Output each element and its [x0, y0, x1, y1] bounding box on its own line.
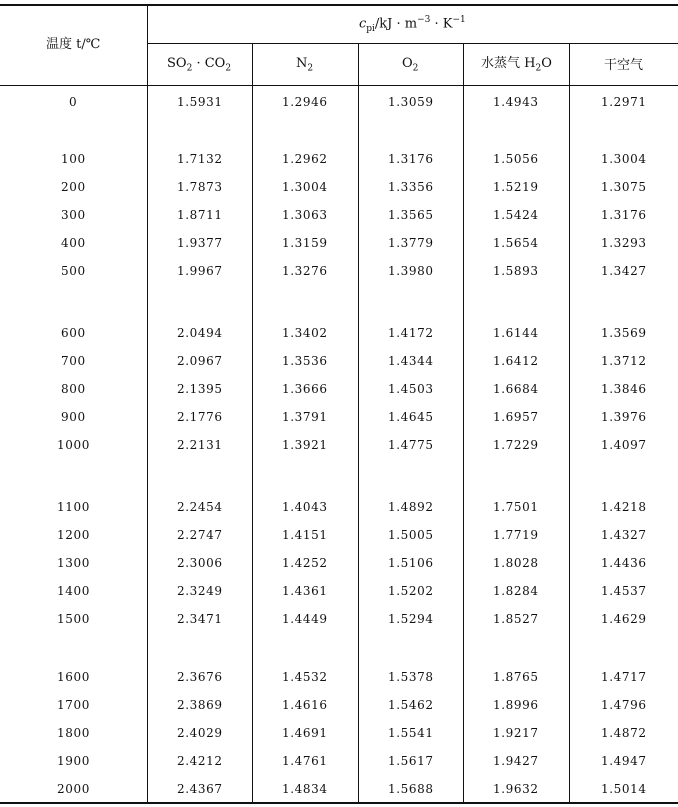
value-cell: 1.2946: [282, 95, 328, 109]
value-cell: 2.3006: [177, 556, 223, 570]
value-cell: 1.6684: [493, 382, 539, 396]
value-cell: 1.4151: [282, 528, 328, 542]
value-cell: 1.4218: [601, 500, 647, 514]
value-cell: 1.7229: [493, 438, 539, 452]
col-divider-4: [463, 44, 464, 803]
value-cell: 1.4834: [282, 782, 328, 796]
value-cell: 1.3712: [601, 354, 647, 368]
value-cell: 1.7873: [177, 180, 223, 194]
value-cell: 1.5106: [388, 556, 434, 570]
temperature-cell: 1400: [57, 584, 90, 598]
value-cell: 1.3976: [601, 410, 647, 424]
value-cell: 1.4947: [601, 754, 647, 768]
value-cell: 1.4761: [282, 754, 328, 768]
value-cell: 1.3063: [282, 208, 328, 222]
value-cell: 1.5931: [177, 95, 223, 109]
value-cell: 1.5005: [388, 528, 434, 542]
value-cell: 1.4532: [282, 670, 328, 684]
temperature-cell: 500: [61, 264, 86, 278]
value-cell: 1.5424: [493, 208, 539, 222]
value-cell: 1.4892: [388, 500, 434, 514]
value-cell: 1.4796: [601, 698, 647, 712]
value-cell: 1.8527: [493, 612, 539, 626]
value-cell: 1.4943: [493, 95, 539, 109]
value-cell: 2.4367: [177, 782, 223, 796]
value-cell: 1.7719: [493, 528, 539, 542]
col-divider-5: [569, 44, 570, 803]
value-cell: 1.4097: [601, 438, 647, 452]
header-bottom-rule: [0, 85, 678, 86]
temperature-cell: 1300: [57, 556, 90, 570]
value-cell: 1.3565: [388, 208, 434, 222]
value-cell: 1.4361: [282, 584, 328, 598]
value-cell: 1.4449: [282, 612, 328, 626]
value-cell: 1.3176: [601, 208, 647, 222]
col-divider-1: [147, 5, 148, 803]
value-cell: 1.5219: [493, 180, 539, 194]
so2-co2-header: $SO_2 \cdot CO_2$: [167, 56, 232, 74]
dry-air-header: 干空气: [604, 58, 644, 73]
temperature-cell: 900: [61, 410, 86, 424]
temperature-cell: 800: [61, 382, 86, 396]
value-cell: 1.3791: [282, 410, 328, 424]
value-cell: 1.3536: [282, 354, 328, 368]
water-vapor-header: 水蒸气 $H_2O$: [481, 56, 552, 74]
temperature-cell: 1100: [57, 500, 90, 514]
temperature-cell: 1800: [57, 726, 90, 740]
value-cell: 1.5378: [388, 670, 434, 684]
value-cell: 1.5294: [388, 612, 434, 626]
temperature-cell: 200: [61, 180, 86, 194]
value-cell: 1.7501: [493, 500, 539, 514]
value-cell: 2.4029: [177, 726, 223, 740]
value-cell: 1.5654: [493, 236, 539, 250]
value-cell: 1.3004: [601, 152, 647, 166]
temperature-header: 温度 t/℃: [46, 37, 101, 52]
value-cell: 1.4872: [601, 726, 647, 740]
temperature-cell: 100: [61, 152, 86, 166]
value-cell: 1.3276: [282, 264, 328, 278]
value-cell: 1.9217: [493, 726, 539, 740]
value-cell: 2.0967: [177, 354, 223, 368]
value-cell: 1.3779: [388, 236, 434, 250]
n2-header: $N_2$: [296, 56, 314, 74]
value-cell: 2.0494: [177, 326, 223, 340]
value-cell: 1.3846: [601, 382, 647, 396]
value-cell: 1.9967: [177, 264, 223, 278]
value-cell: 1.5056: [493, 152, 539, 166]
value-cell: 1.3921: [282, 438, 328, 452]
value-cell: 1.8765: [493, 670, 539, 684]
table-bottom-rule: [0, 802, 678, 804]
value-cell: 1.3293: [601, 236, 647, 250]
value-cell: 2.1776: [177, 410, 223, 424]
value-cell: 1.4645: [388, 410, 434, 424]
value-cell: 1.3075: [601, 180, 647, 194]
value-cell: 1.2962: [282, 152, 328, 166]
value-cell: 2.3249: [177, 584, 223, 598]
value-cell: 1.5688: [388, 782, 434, 796]
value-cell: 2.3471: [177, 612, 223, 626]
value-cell: 2.3676: [177, 670, 223, 684]
value-cell: 1.9427: [493, 754, 539, 768]
o2-header: $O_2$: [402, 56, 419, 74]
value-cell: 1.4327: [601, 528, 647, 542]
temperature-cell: 1900: [57, 754, 90, 768]
temperature-cell: 1600: [57, 670, 90, 684]
temperature-cell: 300: [61, 208, 86, 222]
value-cell: 1.9632: [493, 782, 539, 796]
value-cell: 1.3159: [282, 236, 328, 250]
value-cell: 1.5202: [388, 584, 434, 598]
value-cell: 2.2747: [177, 528, 223, 542]
value-cell: 1.3427: [601, 264, 647, 278]
value-cell: 1.4344: [388, 354, 434, 368]
temperature-cell: 2000: [57, 782, 90, 796]
value-cell: 1.4172: [388, 326, 434, 340]
value-cell: 1.6144: [493, 326, 539, 340]
temperature-cell: 0: [69, 95, 78, 109]
heat-capacity-header: $c_{pi}/kJ \cdot m^{-3} \cdot K^{-1}$: [359, 15, 466, 34]
value-cell: 1.8996: [493, 698, 539, 712]
value-cell: 2.4212: [177, 754, 223, 768]
value-cell: 1.8711: [177, 208, 223, 222]
temperature-cell: 1000: [57, 438, 90, 452]
temperature-cell: 1200: [57, 528, 90, 542]
value-cell: 1.4537: [601, 584, 647, 598]
value-cell: 1.5014: [601, 782, 647, 796]
value-cell: 1.8284: [493, 584, 539, 598]
value-cell: 1.3980: [388, 264, 434, 278]
value-cell: 1.5541: [388, 726, 434, 740]
value-cell: 1.2971: [601, 95, 647, 109]
value-cell: 2.3869: [177, 698, 223, 712]
value-cell: 1.4629: [601, 612, 647, 626]
value-cell: 1.4503: [388, 382, 434, 396]
temperature-cell: 400: [61, 236, 86, 250]
temperature-cell: 600: [61, 326, 86, 340]
value-cell: 1.5617: [388, 754, 434, 768]
value-cell: 1.3569: [601, 326, 647, 340]
value-cell: 1.4436: [601, 556, 647, 570]
value-cell: 1.3004: [282, 180, 328, 194]
value-cell: 1.8028: [493, 556, 539, 570]
col-divider-2: [252, 44, 253, 803]
value-cell: 1.6412: [493, 354, 539, 368]
header-span-rule: [147, 43, 678, 44]
value-cell: 1.6957: [493, 410, 539, 424]
value-cell: 1.3356: [388, 180, 434, 194]
col-divider-3: [358, 44, 359, 803]
value-cell: 1.4717: [601, 670, 647, 684]
value-cell: 1.4043: [282, 500, 328, 514]
value-cell: 1.5893: [493, 264, 539, 278]
temperature-cell: 1500: [57, 612, 90, 626]
value-cell: 1.3176: [388, 152, 434, 166]
value-cell: 2.2454: [177, 500, 223, 514]
value-cell: 1.3059: [388, 95, 434, 109]
value-cell: 1.9377: [177, 236, 223, 250]
temperature-cell: 700: [61, 354, 86, 368]
value-cell: 1.4252: [282, 556, 328, 570]
value-cell: 1.3666: [282, 382, 328, 396]
value-cell: 2.2131: [177, 438, 223, 452]
value-cell: 1.4616: [282, 698, 328, 712]
temperature-cell: 1700: [57, 698, 90, 712]
table-top-rule: [0, 4, 678, 6]
value-cell: 1.4775: [388, 438, 434, 452]
value-cell: 2.1395: [177, 382, 223, 396]
value-cell: 1.4691: [282, 726, 328, 740]
value-cell: 1.7132: [177, 152, 223, 166]
value-cell: 1.5462: [388, 698, 434, 712]
value-cell: 1.3402: [282, 326, 328, 340]
